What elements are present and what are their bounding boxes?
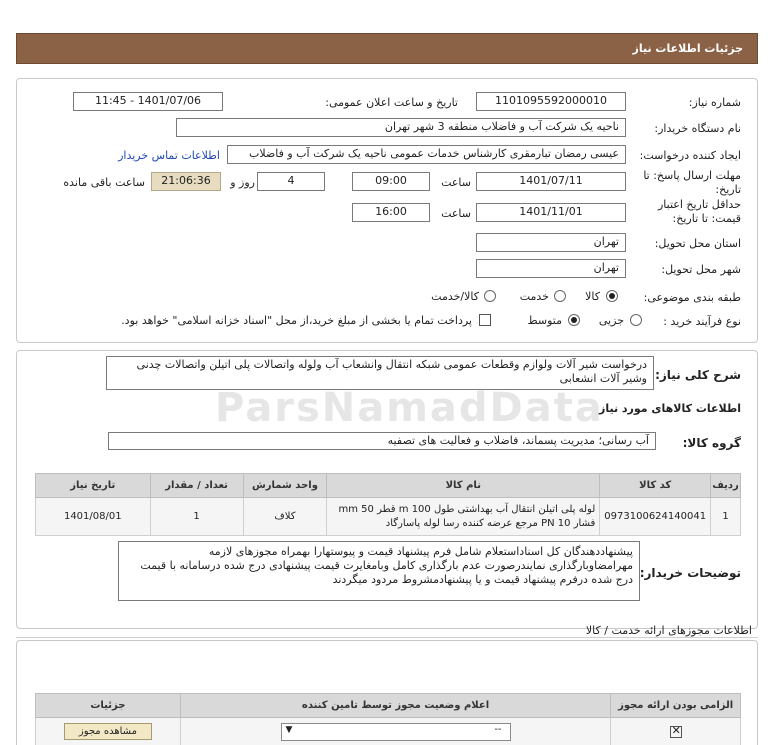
col-unit: واحد شمارش	[243, 474, 327, 498]
col-code: کد کالا	[600, 474, 711, 498]
license-status-select[interactable]	[281, 723, 511, 741]
contact-buyer-link[interactable]: اطلاعات تماس خریدار	[118, 149, 220, 162]
process-label: نوع فرآیند خرید :	[663, 315, 741, 328]
watermark: ParsNamadData	[215, 385, 604, 431]
licenses-table	[35, 693, 741, 745]
lic-col-required: الزامی بودن ارائه مجوز	[611, 694, 741, 718]
treasury-payment-checkbox[interactable]	[479, 314, 491, 326]
category-both-label: کالا/خدمت	[431, 290, 479, 303]
row-index: 1	[711, 498, 741, 536]
remaining-label: ساعت باقی مانده	[63, 176, 145, 189]
row-unit: کلاف	[243, 498, 327, 536]
need-number-field[interactable]: 1101095592000010	[476, 92, 626, 111]
process-medium-label: متوسط	[527, 314, 562, 327]
licenses-separator	[16, 637, 758, 638]
validity-date-field[interactable]: 1401/11/01	[476, 203, 626, 222]
announce-field[interactable]: 1401/07/06 - 11:45	[73, 92, 223, 111]
lic-details-cell	[36, 718, 181, 745]
licenses-section-title: اطلاعات مجوزهای ارائه خدمت / کالا	[585, 624, 752, 637]
row-qty: 1	[150, 498, 243, 536]
goods-table	[35, 473, 741, 536]
row-name: لوله پلی اتیلن انتقال آب بهداشتی طول 100 m قطر 50 mm فشار 10 PN مرجع عرضه کننده رسا لوله پاسارگاد	[327, 498, 600, 536]
row-code: 0973100624140041	[600, 498, 711, 536]
category-goods-radio[interactable]	[606, 290, 618, 302]
treasury-payment-note: پرداخت تمام یا بخشی از مبلغ خرید،از محل "اسناد خزانه اسلامی" خواهد بود.	[121, 314, 472, 327]
validity-label-1: حداقل تاریخ اعتبار	[657, 198, 741, 211]
province-field[interactable]: تهران	[476, 233, 626, 252]
deadline-label-1: مهلت ارسال پاسخ: تا	[643, 169, 741, 182]
process-medium-radio[interactable]	[568, 314, 580, 326]
days-label: روز و	[230, 176, 255, 189]
col-date: تاریخ نیاز	[36, 474, 151, 498]
validity-label-2: قیمت: تا تاریخ:	[672, 212, 741, 225]
city-label: شهر محل تحویل:	[661, 263, 741, 276]
buyer-notes-text: پیشنهاددهندگان کل اسناداستعلام شامل فرم پیشنهاد قیمت و پیوستهارا بهمراه مجوزهای لازمه مهرامضاوبارگذاری نمایندرصورت عدم بارگذاری کامل وبامغایرت قیمت پیشنهادی درج شده درسامانه با قیمت درج شده درفرم پیشنهاد قیمت و یا پیشنهادمشروط مردود میگردند	[118, 541, 640, 601]
buyer-org-label: نام دستگاه خریدار:	[654, 122, 741, 135]
category-service-radio[interactable]	[554, 290, 566, 302]
lic-col-details: جزئیات	[36, 694, 181, 718]
process-minor-radio[interactable]	[630, 314, 642, 326]
goods-group-field: آب رسانی؛ مدیریت پسماند، فاضلاب و فعالیت های تصفیه	[108, 432, 656, 450]
category-goods-label: کالا	[585, 290, 600, 303]
lic-col-status: اعلام وضعیت مجوز توسط تامین کننده	[180, 694, 610, 718]
process-minor-label: جزیی	[598, 314, 624, 327]
category-label: طبقه بندی موضوعی:	[643, 291, 741, 304]
province-label: استان محل تحویل:	[654, 237, 741, 250]
lic-required-cell	[611, 718, 741, 745]
deadline-time-field[interactable]: 09:00	[352, 172, 430, 191]
license-status-value: --	[494, 723, 502, 735]
required-checkbox	[670, 723, 682, 738]
city-field[interactable]: تهران	[476, 259, 626, 278]
buyer-org-field[interactable]: ناحیه یک شرکت آب و فاضلاب منطقه 3 شهر تهران	[176, 118, 626, 137]
announce-label: تاریخ و ساعت اعلان عمومی:	[325, 96, 458, 109]
licenses-table-header	[36, 694, 741, 718]
table-row[interactable]	[36, 498, 741, 536]
category-both-radio[interactable]	[484, 290, 496, 302]
validity-time-label: ساعت	[441, 207, 471, 220]
deadline-date-field[interactable]: 1401/07/11	[476, 172, 626, 191]
summary-label: شرح کلی نیاز:	[655, 368, 741, 382]
deadline-label-2: تاریخ:	[715, 183, 741, 196]
goods-section-title: اطلاعات کالاهای مورد نیاز	[599, 402, 741, 415]
validity-time-field[interactable]: 16:00	[352, 203, 430, 222]
lic-status-cell	[180, 718, 610, 745]
check-x-icon: ✕	[671, 723, 681, 737]
page-title: جزئیات اطلاعات نیاز	[632, 42, 743, 55]
category-service-label: خدمت	[519, 290, 549, 303]
summary-text: درخواست شیر آلات ولوازم وقطعات عمومی شبکه انتقال وانشعاب آب ولوله واتصالات پلی اتیلن واتصالات چدنی وشیر آلات انشعابی	[106, 356, 654, 390]
table-row	[36, 718, 741, 745]
page-header	[16, 33, 758, 64]
remaining-time-field: 21:06:36	[151, 172, 221, 191]
creator-label: ایجاد کننده درخواست:	[639, 149, 741, 162]
col-qty: تعداد / مقدار	[150, 474, 243, 498]
buyer-notes-label: توضیحات خریدار:	[639, 566, 741, 580]
row-date: 1401/08/01	[36, 498, 151, 536]
goods-group-label: گروه کالا:	[682, 436, 741, 450]
goods-table-header	[36, 474, 741, 498]
col-name: نام کالا	[327, 474, 600, 498]
chevron-down-icon: ▼	[285, 724, 293, 735]
col-index: ردیف	[711, 474, 741, 498]
need-number-label: شماره نیاز:	[688, 96, 741, 109]
creator-field[interactable]: عیسی رمضان تبارمقری کارشناس خدمات عمومی ناحیه یک شرکت آب و فاضلاب	[227, 145, 626, 164]
deadline-time-label: ساعت	[441, 176, 471, 189]
view-license-button[interactable]: مشاهده مجوز	[64, 723, 152, 740]
days-field[interactable]: 4	[257, 172, 325, 191]
